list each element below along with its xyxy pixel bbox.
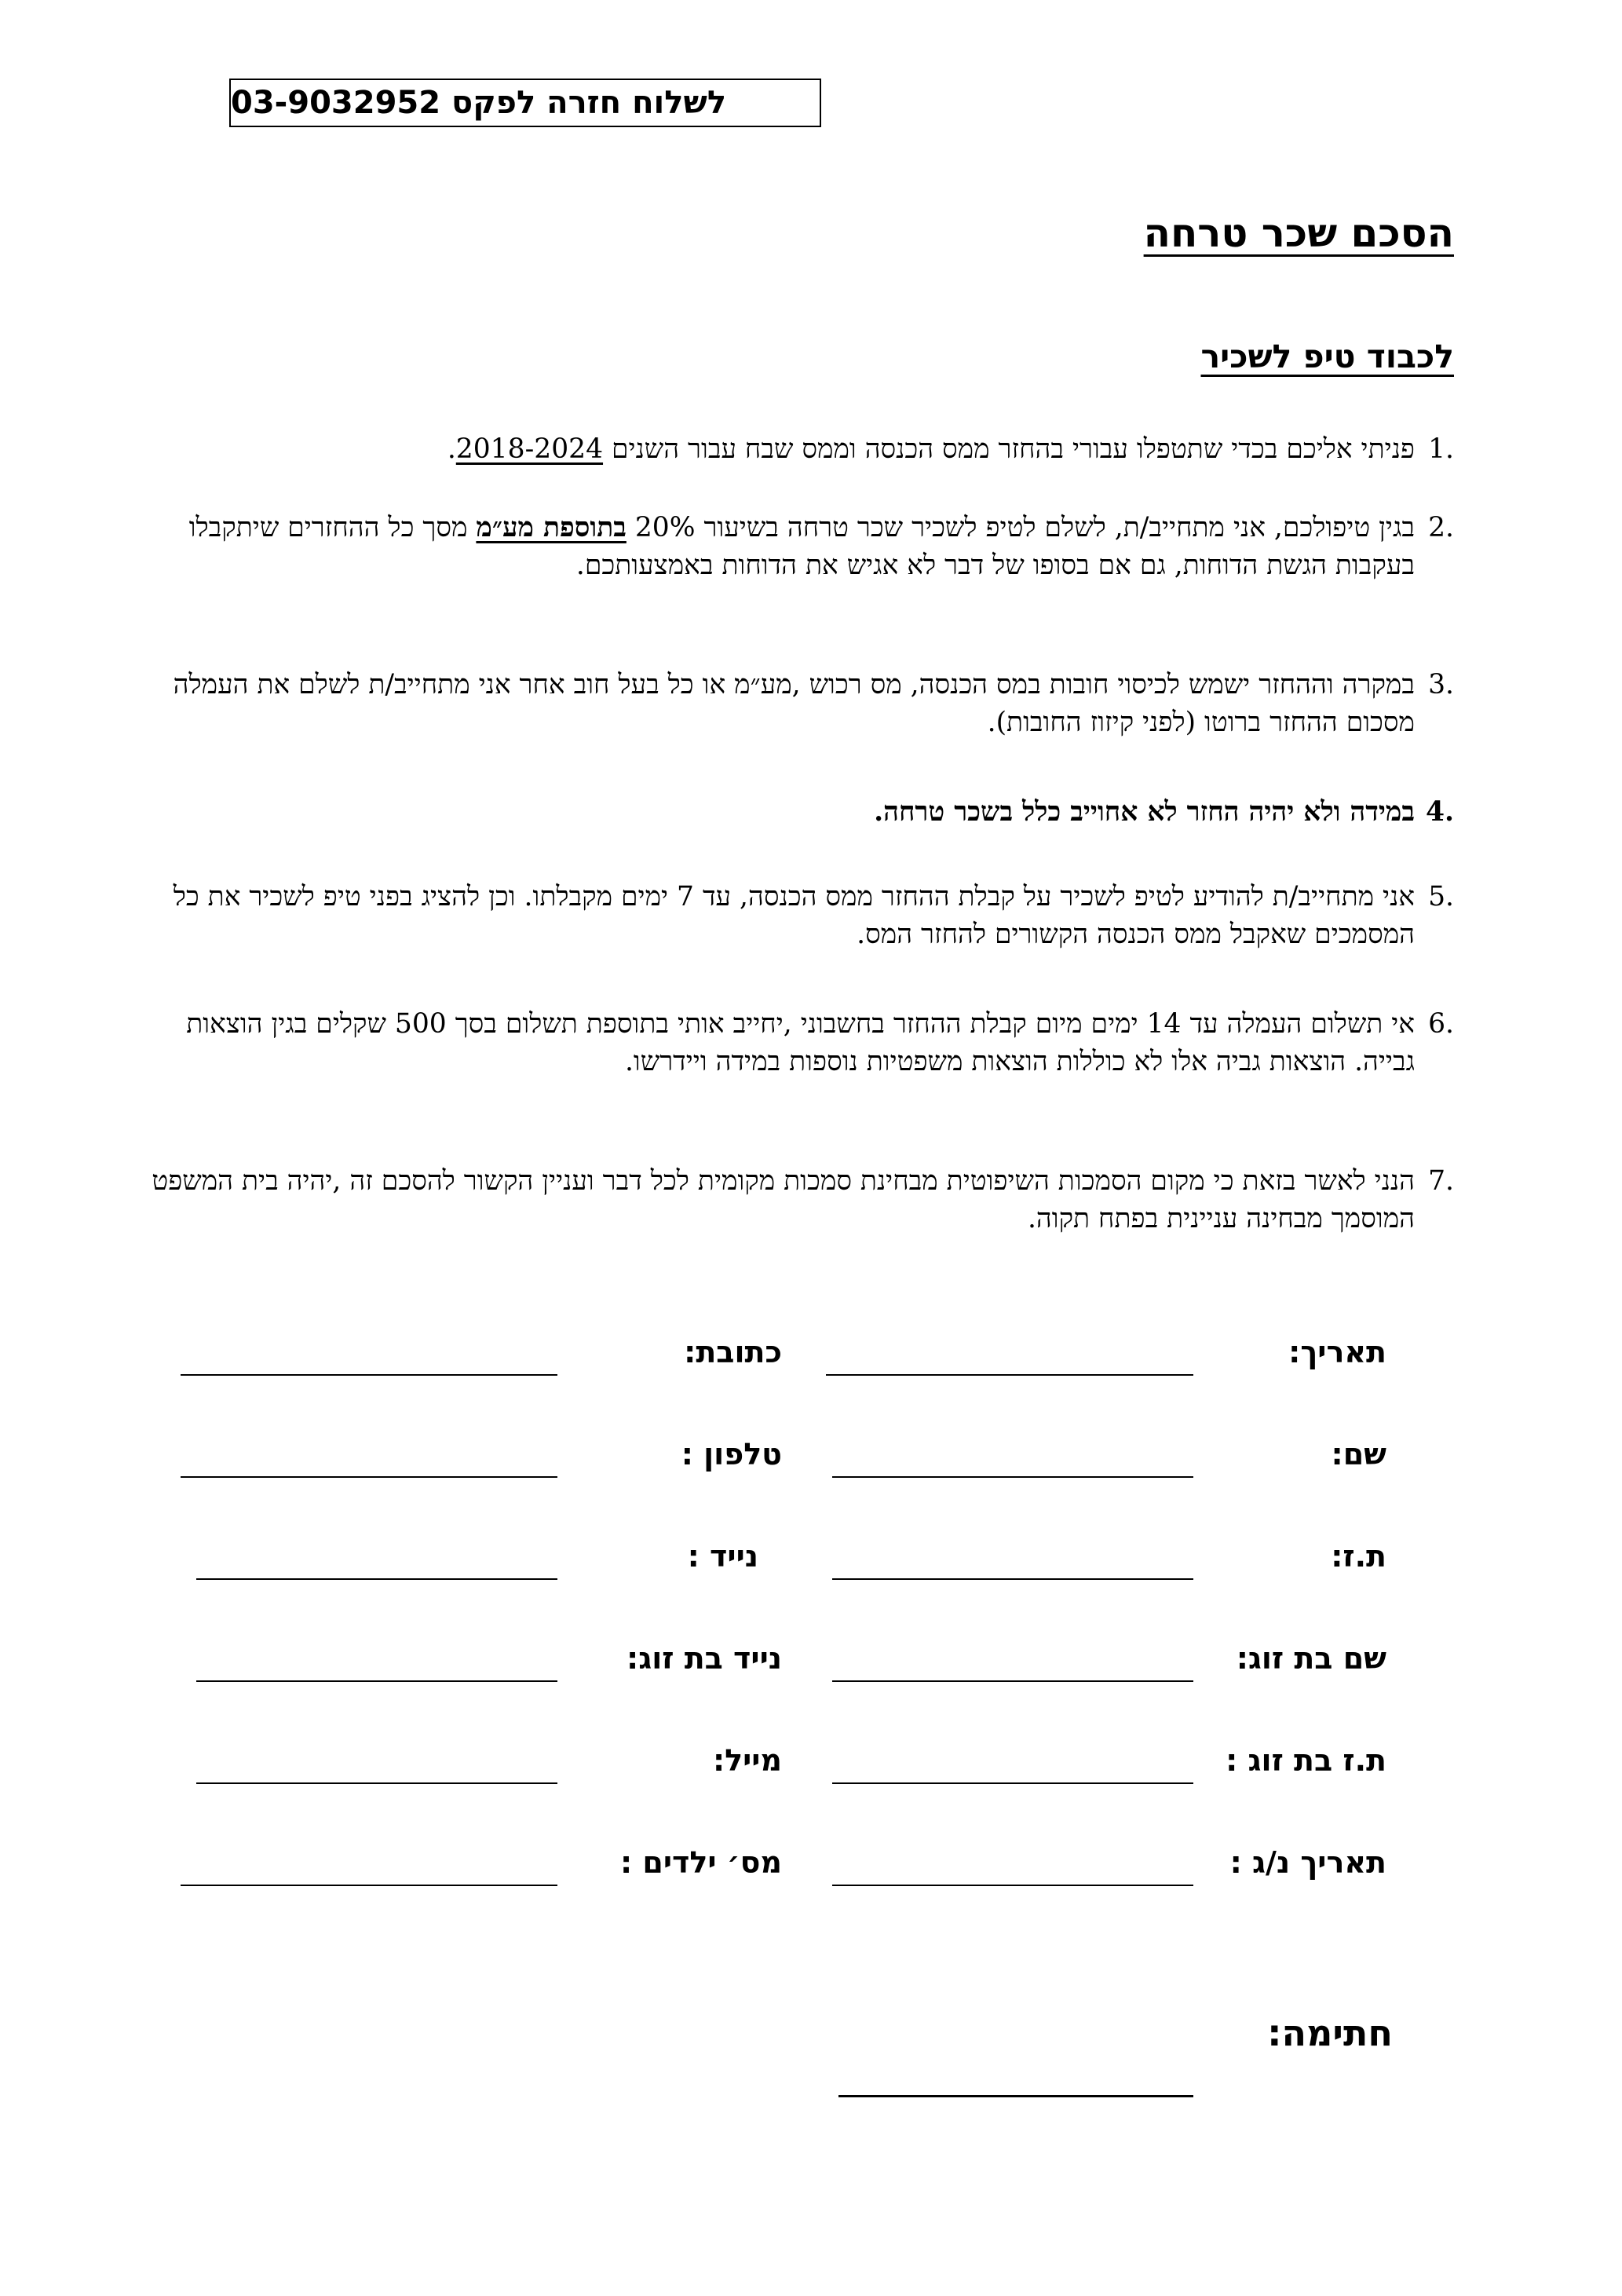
date-field[interactable] [826, 1374, 1193, 1376]
fax-return-box [229, 79, 821, 127]
date-label: תאריך: [1288, 1335, 1386, 1369]
clause-text-rest: מסך כל ההחזרים שיתקבלו בעקבות הגשת הדוחות, גם אם בסופו של דבר לא אגיש את הדוחות באמצעותכם. [188, 512, 1415, 581]
name-field[interactable] [832, 1476, 1193, 1478]
spouse-mobile-label: נייד בת זוג: [627, 1641, 782, 1676]
spouse-mobile-field[interactable] [196, 1680, 557, 1682]
mobile-field[interactable] [196, 1578, 557, 1580]
clause-text: במידה ולא יהיה החזר לא אחוייב כלל בשכר טרחה. [874, 796, 1415, 828]
document-title: הסכם שכר טרחה [1143, 210, 1454, 256]
clause-number: .6 [1428, 1008, 1454, 1040]
clause-number: .2 [1428, 512, 1454, 543]
signature-label: חתימה: [1267, 2012, 1393, 2054]
spouse-name-field[interactable] [832, 1680, 1193, 1682]
clause-2 [151, 509, 1454, 584]
phone-label: טלפון : [681, 1437, 782, 1472]
clause-text [151, 509, 1415, 584]
form-row-name-phone [0, 1437, 1622, 1484]
mobile-label: נייד : [687, 1539, 758, 1574]
spouse-id-label: ת.ז בת זוג : [1226, 1743, 1386, 1778]
id-label: ת.ז: [1331, 1539, 1386, 1574]
signature-field[interactable] [838, 2095, 1193, 2097]
clause-text: במקרה וההחזר ישמש לכיסוי חובות במס הכנסה, מס רכוש ,מע״מ או כל בעל חוב אחר אני מתחייב/ת לשלם את העמלה מסכום ההחזר ברוטו (לפני קיזוז החובות). [173, 669, 1415, 738]
marriage-date-label: תאריך נ/ג : [1229, 1845, 1386, 1880]
clause-text-start: פניתי אליכם בכדי שתטפלו עבורי בהחזר ממס הכנסה וממס שבח עבור השנים [603, 433, 1415, 465]
address-label: כתובת: [684, 1335, 782, 1369]
clause-number: .3 [1428, 669, 1454, 700]
fax-return-label: לשלוח חזרה לפקס 03-9032952 [231, 85, 727, 121]
clause-text-end: . [447, 433, 456, 465]
email-field[interactable] [196, 1782, 557, 1784]
form-row-id-mobile [0, 1539, 1622, 1586]
form-row-spouse-id-email [0, 1743, 1622, 1790]
children-count-field[interactable] [181, 1885, 557, 1886]
form-row-date-address [0, 1335, 1622, 1382]
id-field[interactable] [832, 1578, 1193, 1580]
children-count-label: מס׳ ילדים : [619, 1845, 782, 1880]
clause-text: אני מתחייב/ת להודיע לטיפ לשכיר על קבלת ההחזר ממס הכנסה, עד 7 ימים מקבלתו. וכן להציג בפני טיפ לשכיר את כל המסמכים שאקבל ממס הכנסה הקשורים להחזר המס. [173, 881, 1415, 950]
clause-1 [151, 430, 1454, 468]
name-label: שם: [1331, 1437, 1386, 1472]
marriage-date-field[interactable] [832, 1885, 1193, 1886]
clause-number: .5 [1428, 881, 1454, 912]
form-row-spouse-name-mobile [0, 1641, 1622, 1688]
clause-3 [151, 666, 1454, 741]
clause-number: .4 [1425, 796, 1454, 828]
clause-text: הנני לאשר בזאת כי מקום הסמכות השיפוטית מבחינת סמכות מקומית לכל דבר ועניין הקשור להסכם זה ,יהיה בית המשפט המוסמך מבחינה עניינית בפתח תקוה. [152, 1165, 1415, 1234]
email-label: מייל: [712, 1743, 782, 1778]
phone-field[interactable] [181, 1476, 557, 1478]
clause-5 [151, 878, 1454, 953]
clause-number: .7 [1428, 1165, 1454, 1197]
clause-number: .1 [1428, 433, 1454, 465]
clause-text: אי תשלום העמלה עד 14 ימים מיום קבלת ההחזר בחשבוני ,יחייב אותי בתוספת תשלום בסך 500 שקלים בגין הוצאות גבייה. הוצאות גביה אלו לא כוללות הוצאות משפטיות נוספות במידה ויידרשו. [186, 1008, 1415, 1077]
clause-4 [151, 793, 1454, 831]
clause-7 [151, 1162, 1454, 1238]
spouse-id-field[interactable] [832, 1782, 1193, 1784]
clause-text [151, 430, 1415, 468]
clause-6 [151, 1005, 1454, 1080]
form-row-marriage-date-children [0, 1845, 1622, 1892]
vat-addition: בתוספת מע״מ [476, 512, 627, 543]
clause-text-start: בגין טיפולכם, אני מתחייב/ת, לשלם לטיפ לשכיר שכר טרחה בשיעור 20% [626, 512, 1415, 543]
address-field[interactable] [181, 1374, 557, 1376]
years-range: 2018-2024 [455, 433, 604, 465]
recipient-heading: לכבוד טיפ לשכיר [1200, 338, 1454, 375]
spouse-name-label: שם בת זוג: [1236, 1641, 1386, 1676]
